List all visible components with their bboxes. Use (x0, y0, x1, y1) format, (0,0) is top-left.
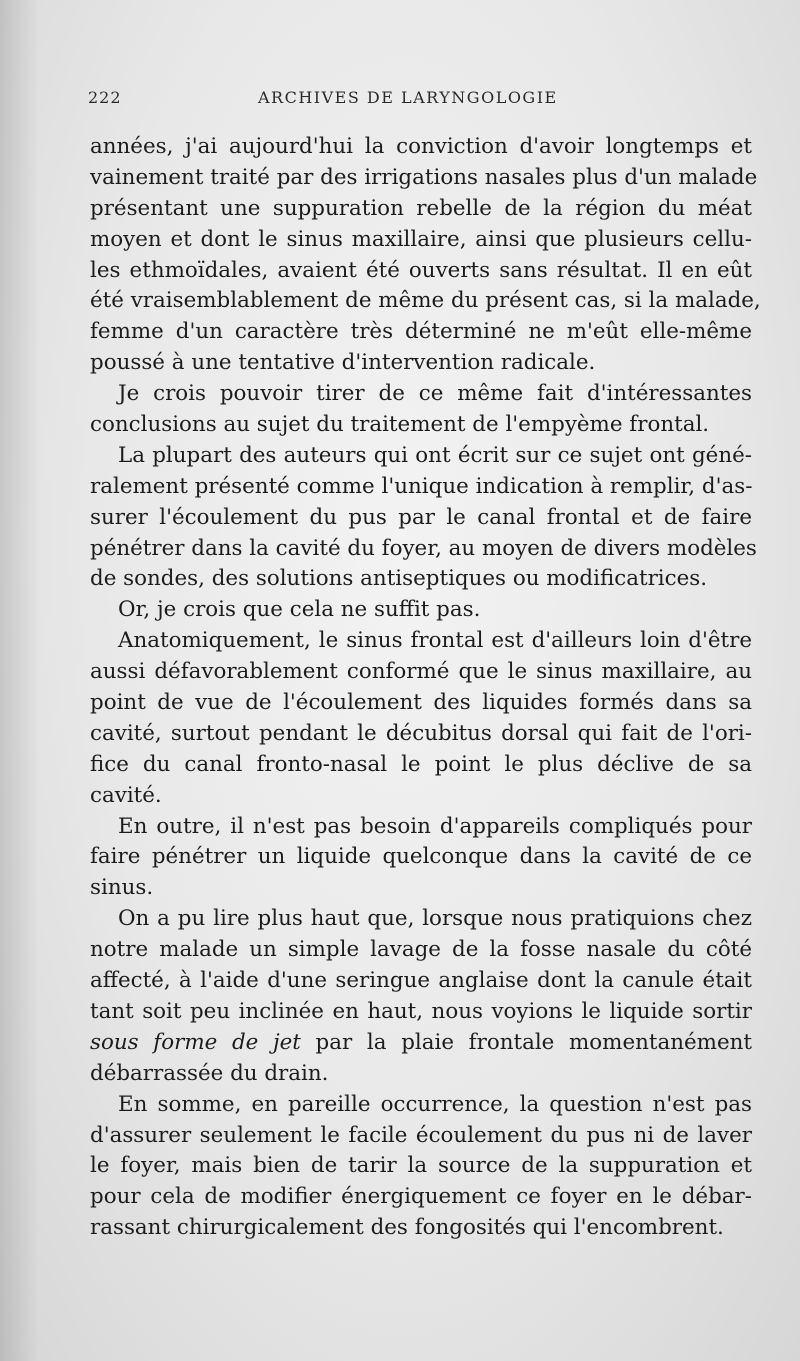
running-title: ARCHIVES DE LARYNGOLOGIE (258, 88, 558, 107)
italic-phrase: sous forme de jet (90, 1029, 301, 1055)
page-edge-shadow (0, 0, 40, 1361)
text-line: été vraisemblablement de même du présent cas, si la malade, (90, 288, 761, 314)
text-line: sinus. (90, 875, 154, 901)
text-line: débarrassée du drain. (90, 1060, 329, 1086)
text-line: années, j'ai aujourd'hui la conviction d'avoir longtemps et (90, 134, 752, 159)
page-number: 222 (88, 88, 122, 107)
text-line: ralement présenté comme l'unique indication à remplir, d'as- (90, 473, 753, 499)
text-line: En outre, il n'est pas besoin d'appareils compliqués pour (118, 813, 752, 839)
running-header (88, 88, 750, 118)
text-line: pénétrer dans la cavité du foyer, au moyen de divers modèles (90, 535, 757, 561)
text-line: le foyer, mais bien de tarir la source de la suppuration et (90, 1153, 752, 1179)
text-line: tant soit peu inclinée en haut, nous voyions le liquide sortir (90, 998, 752, 1024)
text-line: présentant une suppuration rebelle de la région du méat (90, 195, 752, 221)
text-line: affecté, à l'aide d'une seringue anglaise dont la canule était (90, 968, 752, 994)
text-line: les ethmoïdales, avaient été ouverts sans résultat. Il en eût (90, 257, 752, 283)
text-line: cavité. (90, 782, 162, 808)
text-line: pour cela de modifier énergiquement ce foyer en le débar- (90, 1184, 752, 1210)
text-line: surer l'écoulement du pus par le canal frontal et de faire (90, 504, 752, 530)
text-line: La plupart des auteurs qui ont écrit sur ce sujet ont géné- (118, 442, 752, 468)
text-line (90, 1028, 752, 1059)
text-line: moyen et dont le sinus maxillaire, ainsi que plusieurs cellu- (90, 226, 752, 252)
text-line: Je crois pouvoir tirer de ce même fait d'intéressantes (118, 381, 752, 407)
body-text (90, 132, 761, 1244)
text-line: notre malade un simple lavage de la fosse nasale du côté (90, 937, 752, 963)
text-line: point de vue de l'écoulement des liquides formés dans sa (90, 690, 752, 716)
text-line: d'assurer seulement le facile écoulement du pus ni de laver (90, 1122, 752, 1148)
text-line: On a pu lire plus haut que, lorsque nous pratiquions chez (118, 906, 752, 932)
text-line: femme d'un caractère très déterminé ne m'eût elle-même (90, 319, 752, 345)
text-line: conclusions au sujet du traitement de l'empyème frontal. (90, 412, 710, 438)
text-line: fice du canal fronto-nasal le point le plus déclive de sa (90, 751, 752, 777)
text-fragment: par la plaie frontale momentanément (300, 1029, 752, 1055)
text-line: Anatomiquement, le sinus frontal est d'ailleurs loin d'être (118, 628, 752, 654)
text-line: cavité, surtout pendant le décubitus dorsal qui fait de l'ori- (90, 720, 752, 746)
text-line: de sondes, des solutions antiseptiques ou modificatrices. (90, 566, 708, 592)
text-line: rassant chirurgicalement des fongosités qui l'encombrent. (90, 1215, 724, 1241)
text-line: aussi défavorablement conformé que le sinus maxillaire, au (90, 659, 752, 685)
text-line: Or, je crois que cela ne suffit pas. (118, 597, 481, 623)
text-line: poussé à une tentative d'intervention radicale. (90, 350, 596, 376)
text-line: vainement traité par des irrigations nasales plus d'un malade (90, 164, 758, 190)
text-line: En somme, en pareille occurrence, la question n'est pas (118, 1091, 752, 1117)
text-line: faire pénétrer un liquide quelconque dans la cavité de ce (90, 844, 752, 870)
